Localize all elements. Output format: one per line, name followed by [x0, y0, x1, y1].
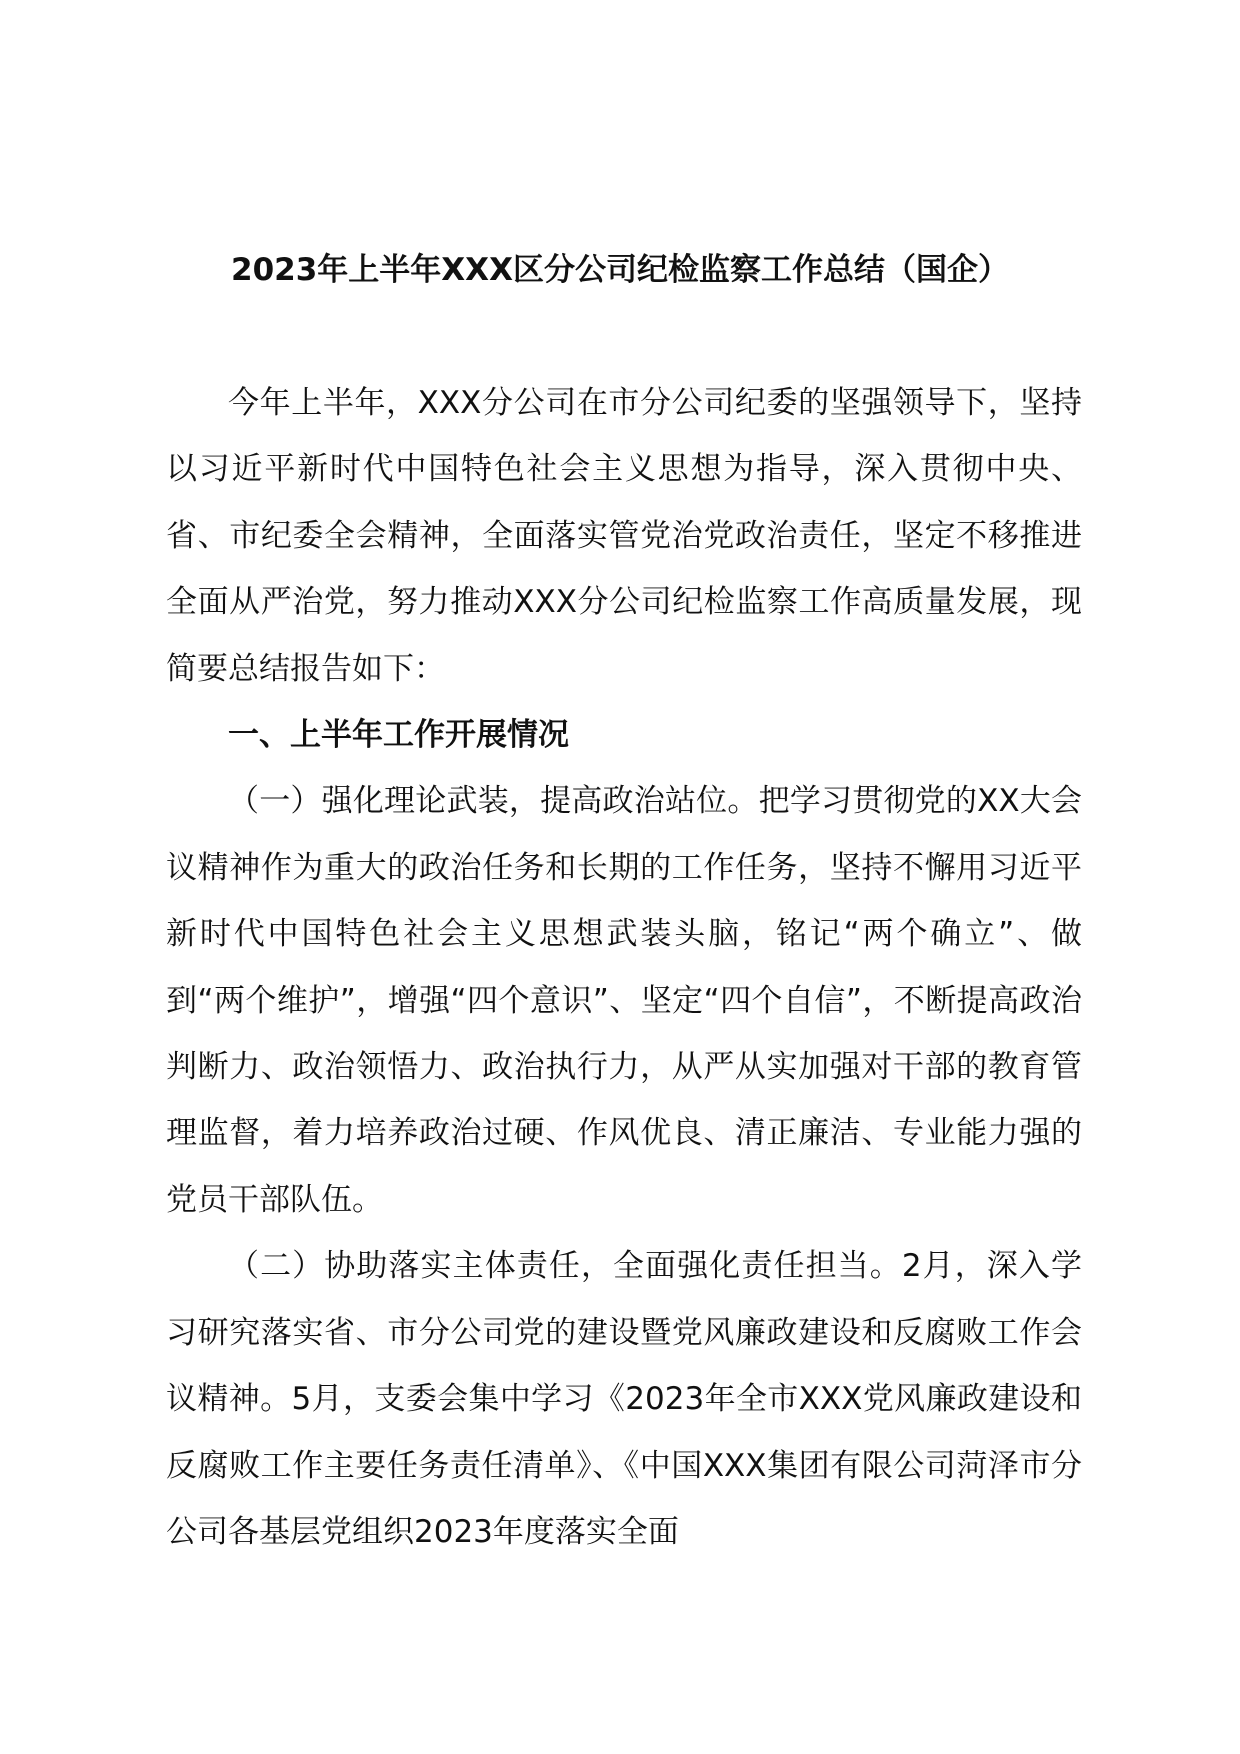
- intro-paragraph: 今年上半年，XXX分公司在市分公司纪委的坚强领导下，坚持以习近平新时代中国特色社会主义思想为指导，深入贯彻中央、省、市纪委全会精神，全面落实管党治党政治责任，坚定不移推进全面从严治党，努力推动XXX分公司纪检监察工作高质量发展，现简要总结报告如下：: [166, 385, 1082, 687]
- document-body: [166, 370, 1082, 1565]
- document-title: 2023年上半年XXX区分公司纪检监察工作总结（国企）: [231, 252, 1009, 288]
- item-paragraph-2: （二）协助落实主体责任，全面强化责任担当。2月，深入学习研究落实省、市分公司党的建设暨党风廉政建设和反腐败工作会议精神。5月，支委会集中学习《2023年全市XXX党风廉政建设和反腐败工作主要任务责任清单》、《中国XXX集团有限公司菏泽市分公司各基层党组织2023年度落实全面: [166, 1248, 1082, 1550]
- section-heading: 一、上半年工作开展情况: [228, 717, 569, 754]
- item-paragraph-1: （一）强化理论武装，提高政治站位。把学习贯彻党的XX大会议精神作为重大的政治任务和长期的工作任务，坚持不懈用习近平新时代中国特色社会主义思想武装头脑，铭记“两个确立”、做到“两个维护”，增强“四个意识”、坚定“四个自信”，不断提高政治判断力、政治领悟力、政治执行力，从严从实加强对干部的教育管理监督，着力培养政治过硬、作风优良、清正廉洁、专业能力强的党员干部队伍。: [166, 783, 1082, 1218]
